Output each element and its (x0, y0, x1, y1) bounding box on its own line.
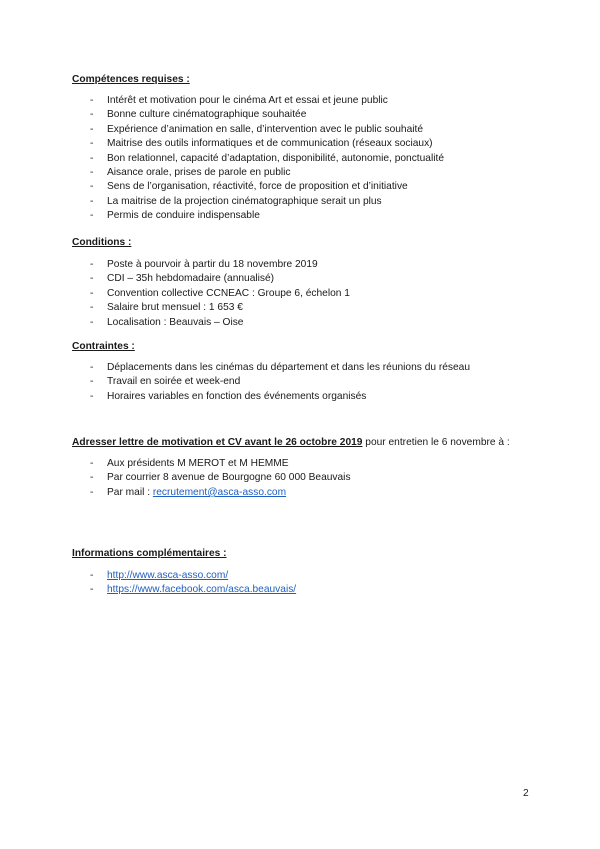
dash-bullet: - (90, 362, 94, 373)
dash-bullet: - (90, 138, 94, 150)
infos-title: Informations complémentaires : (72, 548, 227, 559)
competences-title: Compétences requises : (72, 74, 190, 85)
dash-bullet: - (90, 458, 94, 469)
competences-list (90, 94, 444, 224)
facebook-link[interactable]: https://www.facebook.com/asca.beauvais/ (107, 584, 297, 596)
contraintes-title: Contraintes : (72, 341, 135, 352)
dash-bullet: - (90, 390, 94, 402)
dash-bullet: - (90, 316, 94, 328)
list-item: - Convention collective CCNEAC : Groupe 6, échelon 1 (90, 287, 350, 301)
list-item (90, 583, 296, 597)
dash-bullet: - (90, 570, 94, 581)
dash-bullet: - (90, 95, 94, 106)
dash-bullet: - (90, 472, 94, 484)
list-item: - Localisation : Beauvais – Oise (90, 316, 350, 330)
list-item: - Expérience d’animation en salle, d’intervention avec le public souhaité (90, 123, 444, 137)
application-deadline: Adresser lettre de motivation et CV avant le 26 octobre 2019 (72, 437, 363, 448)
dash-bullet: - (90, 486, 94, 498)
list-item: - Par mail : recrutement@asca-asso.com (90, 486, 351, 500)
conditions-title: Conditions : (72, 237, 132, 248)
dash-bullet: - (90, 376, 94, 388)
list-item: - Bon relationnel, capacité d’adaptation, disponibilité, autonomie, ponctualité (90, 152, 444, 166)
dash-bullet: - (90, 210, 94, 222)
dash-bullet: - (90, 259, 94, 270)
list-item: - Permis de conduire indispensable (90, 209, 444, 223)
list-item: - La maitrise de la projection cinématographique serait un plus (90, 195, 444, 209)
list-item: - Salaire brut mensuel : 1 653 € (90, 301, 350, 315)
list-item: - Bonne culture cinématographique souhaitée (90, 108, 444, 122)
list-item: - Maitrise des outils informatiques et de communication (réseaux sociaux) (90, 137, 444, 151)
dash-bullet: - (90, 302, 94, 314)
dash-bullet: - (90, 109, 94, 121)
list-item: - Par courrier 8 avenue de Bourgogne 60 000 Beauvais (90, 471, 351, 485)
dash-bullet: - (90, 584, 94, 596)
contraintes-list (90, 361, 470, 404)
list-item: - Travail en soirée et week-end (90, 375, 470, 389)
dash-bullet: - (90, 287, 94, 299)
list-item: - Sens de l’organisation, réactivité, force de proposition et d’initiative (90, 180, 444, 194)
list-item: - Déplacements dans les cinémas du département et dans les réunions du réseau (90, 361, 470, 375)
list-item: - Horaires variables en fonction des événements organisés (90, 390, 470, 404)
website-link[interactable]: http://www.asca-asso.com/ (107, 570, 229, 581)
application-interview: pour entretien le 6 novembre à : (362, 437, 510, 448)
email-link[interactable]: recrutement@asca-asso.com (152, 486, 287, 498)
list-item: - Aisance orale, prises de parole en public (90, 166, 444, 180)
dash-bullet: - (90, 152, 94, 164)
dash-bullet: - (90, 195, 94, 207)
application-instructions (72, 436, 510, 450)
candidature-list (90, 457, 351, 500)
list-item: - Aux présidents M MEROT et M HEMME (90, 457, 351, 471)
list-item: - Poste à pourvoir à partir du 18 novembre 2019 (90, 258, 350, 272)
list-item: - CDI – 35h hebdomadaire (annualisé) (90, 272, 350, 286)
dash-bullet: - (90, 181, 94, 193)
list-item: - Intérêt et motivation pour le cinéma Art et essai et jeune public (90, 94, 444, 108)
dash-bullet: - (90, 123, 94, 135)
dash-bullet: - (90, 166, 94, 178)
conditions-list (90, 258, 350, 330)
page-number: 2 (523, 788, 529, 799)
list-item (90, 569, 296, 583)
infos-list (90, 569, 296, 598)
dash-bullet: - (90, 273, 94, 285)
